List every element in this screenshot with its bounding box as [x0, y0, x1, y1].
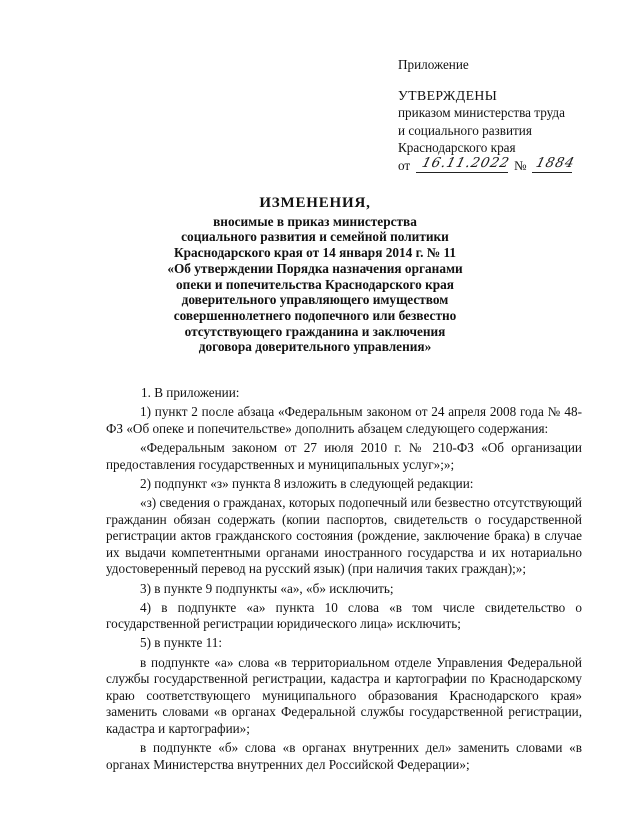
approval-line: Краснодарского края — [398, 140, 516, 156]
body-paragraph: в подпункте «б» слова «в органах внутренних дел» заменить словами «в органах Министерства внутренних дел Российской Федерации»; — [106, 740, 582, 772]
body-paragraph: 2) подпункт «з» пункта 8 изложить в следующей редакции: — [140, 475, 474, 491]
title-line: отсутствующего гражданина и заключения — [184, 323, 446, 339]
title-line: «Об утверждении Порядка назначения органами — [167, 260, 463, 276]
appendix-label: Приложение — [398, 57, 469, 72]
approval-line: и социального развития — [398, 122, 532, 138]
body-paragraph: в подпункте «а» слова «в территориальном отделе Управления Федеральной службы государственной регистрации, кадастра и картографии по Краснодарскому краю соответствующего муниципального образования Краснодарского края» заменить словами «в органах Федеральной службы государственной регистрации, кадастра и картографии»; — [106, 654, 582, 737]
handwritten-order-date: 16.11.2022 — [420, 154, 512, 171]
document-title-block — [150, 196, 480, 355]
body-paragraph: 3) в пункте 9 подпункты «а», «б» исключить; — [140, 580, 394, 596]
body-paragraph: 1. В приложении: — [141, 385, 240, 400]
body-paragraph: «з) сведения о гражданах, которых подопечный или безвестно отсутствующий гражданин обязан содержать (копии паспортов, свидетельств о государственной регистрации актов гражданского состояния (рождение, заключение брака) в случае их выдачи компетентными органами иностранного государства и их нотариально удостоверенный перевод на русский язык) (при наличия таких граждан);»; — [106, 494, 582, 577]
number-label: № — [514, 157, 527, 173]
document-body — [106, 385, 582, 776]
title-line: доверительного управляющего имуществом — [181, 292, 449, 308]
title-line: вносимые в приказ министерства — [213, 213, 417, 229]
document-title: ИЗМЕНЕНИЯ, — [259, 195, 371, 211]
body-paragraph: 1) пункт 2 после абзаца «Федеральным законом от 24 апреля 2008 года № 48-ФЗ «Об опеке и попечительстве» дополнить абзацем следующего содержания: — [106, 404, 582, 436]
body-paragraph: 4) в подпункте «а» пункта 10 слова «в том числе свидетельство о государственной регистрации юридического лица» исключить; — [106, 599, 582, 632]
title-line: договора доверительного управления» — [198, 339, 432, 355]
order-date-number-line — [398, 154, 577, 175]
body-paragraph: 5) в пункте 11: — [140, 635, 223, 651]
approval-line: приказом министерства труда — [398, 105, 565, 121]
from-label: от — [398, 157, 411, 173]
title-line: опеки и попечительства Краснодарского края — [176, 276, 454, 292]
title-line: совершеннолетнего подопечного или безвестно — [173, 307, 457, 323]
handwritten-order-number: 1884 — [534, 154, 577, 171]
approval-stamp-block — [398, 56, 577, 175]
title-line: социального развития и семейной политики — [181, 229, 449, 245]
body-paragraph: «Федеральным законом от 27 июля 2010 г. № 210-ФЗ «Об организации предоставления государственных и муниципальных услуг»;»; — [106, 439, 582, 472]
title-line: Краснодарского края от 14 января 2014 г. № 11 — [173, 245, 457, 261]
approved-heading: УТВЕРЖДЕНЫ — [398, 87, 498, 103]
